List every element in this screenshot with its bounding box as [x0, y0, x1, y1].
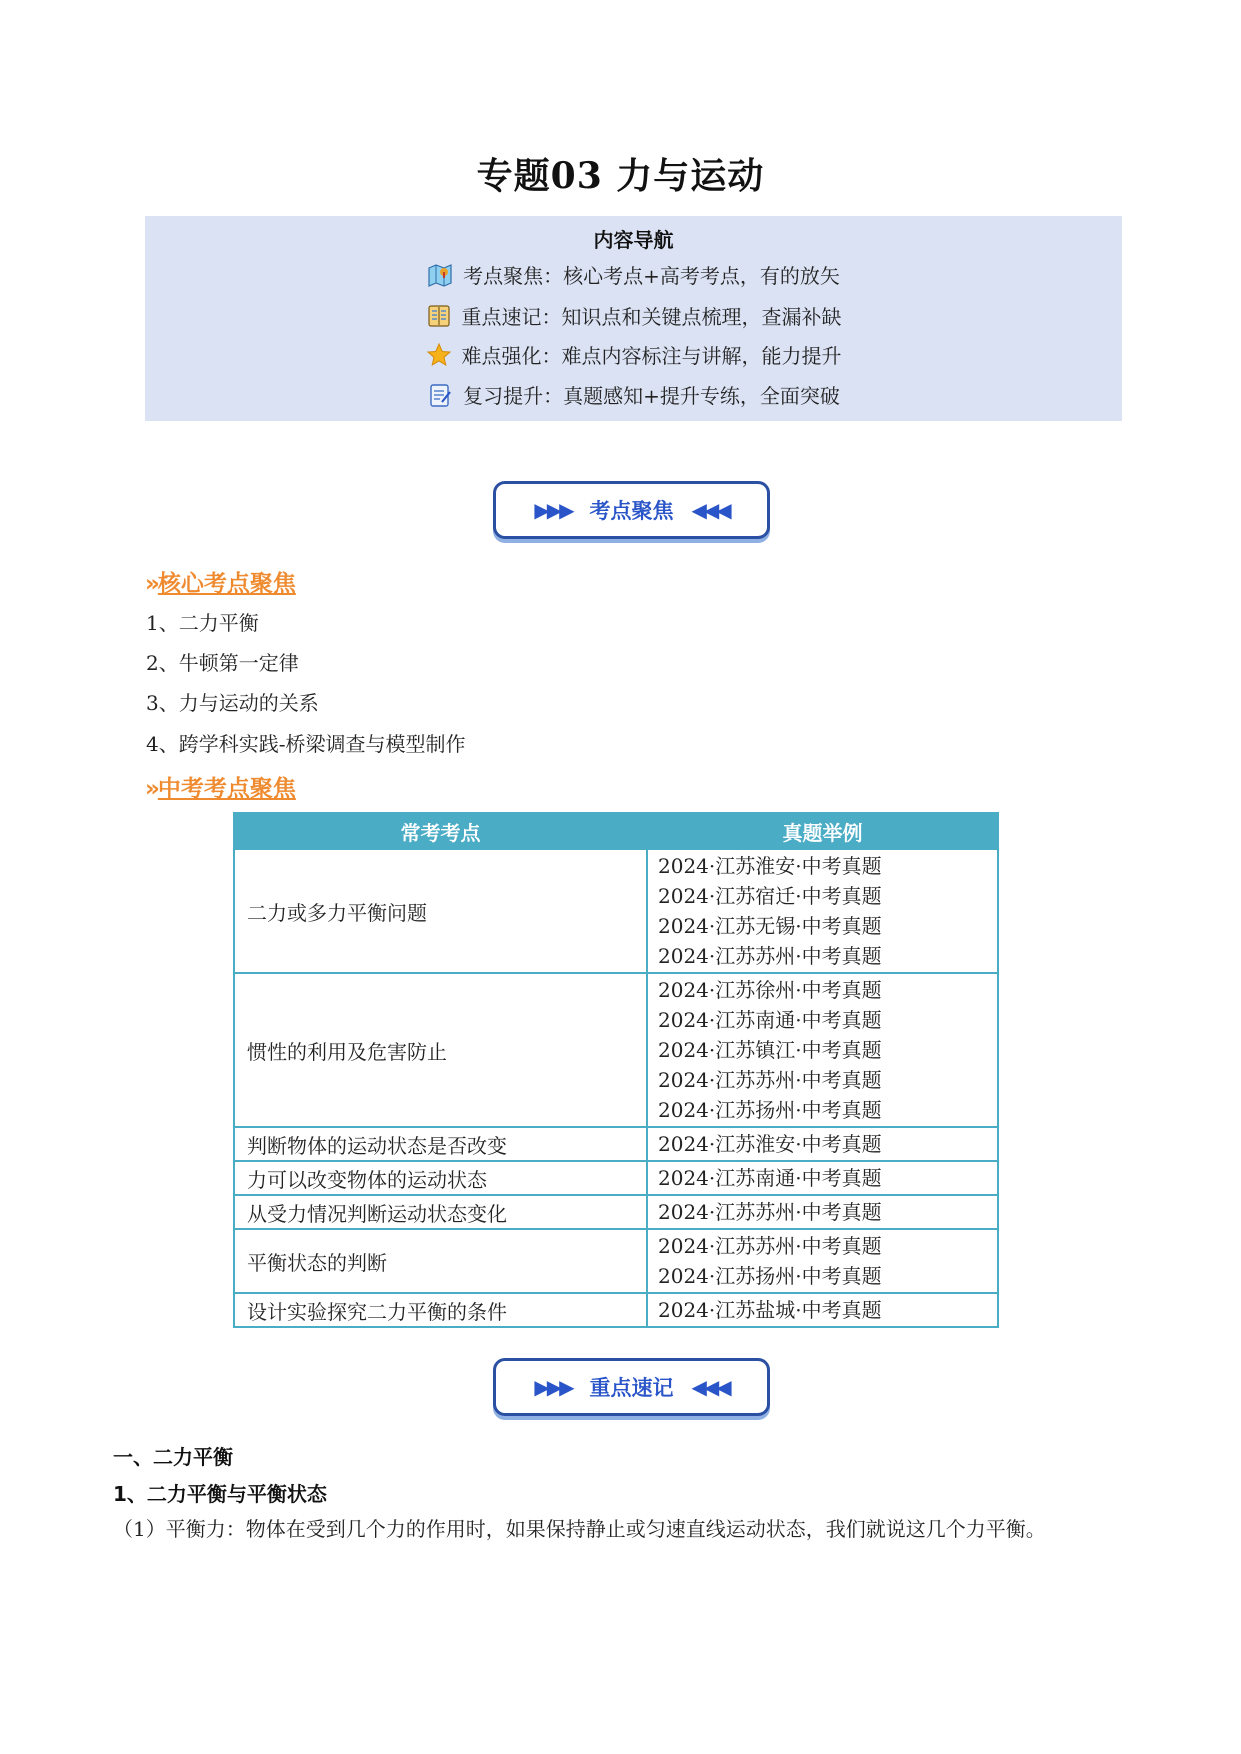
content-navigation-box — [145, 216, 1122, 421]
table-row — [234, 1195, 998, 1229]
exam-focus-heading: »中考考点聚焦 — [145, 776, 296, 802]
exam-point: 力可以改变物体的运动状态 — [234, 1161, 647, 1195]
list-item: 3、力与运动的关系 — [146, 691, 319, 715]
star-icon — [426, 342, 452, 368]
paragraph: （1）平衡力：物体在受到几个力的作用时，如果保持静止或匀速直线运动状态，我们就说这几个力平衡。 — [113, 1517, 1046, 1541]
section-heading: 一、二力平衡 — [113, 1445, 233, 1469]
double-chevron-icon: » — [145, 571, 156, 597]
exam-point: 从受力情况判断运动状态变化 — [234, 1195, 647, 1229]
table-row — [234, 1229, 998, 1293]
example-cell: 2024·江苏苏州·中考真题 — [647, 1195, 998, 1229]
nav-item: 重点速记：知识点和关键点梳理，查漏补缺 — [145, 301, 1122, 330]
right-arrows-icon: ▶▶▶ — [534, 1375, 572, 1399]
table-row — [234, 1127, 998, 1161]
double-chevron-icon: » — [145, 776, 156, 802]
example-cell: 2024·江苏徐州·中考真题 2024·江苏南通·中考真题 2024·江苏镇江·中考真题 2024·江苏苏州·中考真题 2024·江苏扬州·中考真题 — [647, 973, 998, 1127]
exam-point: 判断物体的运动状态是否改变 — [234, 1127, 647, 1161]
table-row — [234, 973, 998, 1127]
example-cell: 2024·江苏南通·中考真题 — [647, 1161, 998, 1195]
list-item: 1、二力平衡 — [146, 611, 259, 635]
exam-point: 设计实验探究二力平衡的条件 — [234, 1293, 647, 1327]
book-icon — [426, 303, 452, 329]
left-arrows-icon: ◀◀◀ — [691, 1375, 729, 1399]
map-icon — [427, 262, 453, 288]
list-item: 4、跨学科实践-桥梁调查与模型制作 — [146, 732, 466, 756]
nav-item: 难点强化：难点内容标注与讲解，能力提升 — [145, 340, 1122, 369]
nav-heading: 内容导航 — [593, 228, 674, 252]
nav-item: 考点聚焦：核心考点+高考考点，有的放矢 — [145, 260, 1122, 289]
checklist-icon — [427, 382, 453, 408]
table-row — [234, 1293, 998, 1327]
table-row — [234, 849, 998, 973]
right-arrows-icon: ▶▶▶ — [534, 498, 572, 522]
nav-item: 复习提升：真题感知+提升专练，全面突破 — [145, 380, 1122, 409]
subsection-heading: 1、二力平衡与平衡状态 — [113, 1482, 327, 1506]
example-cell: 2024·江苏淮安·中考真题 — [647, 1127, 998, 1161]
kaodian-jujiao-banner: ▶▶▶ 考点聚焦 ◀◀◀ — [493, 481, 770, 539]
page-title: 专题03 力与运动 — [476, 155, 765, 197]
zhongdian-suji-banner: ▶▶▶ 重点速记 ◀◀◀ — [493, 1358, 770, 1416]
left-arrows-icon: ◀◀◀ — [691, 498, 729, 522]
example-cell: 2024·江苏苏州·中考真题 2024·江苏扬州·中考真题 — [647, 1229, 998, 1293]
core-focus-heading: »核心考点聚焦 — [145, 571, 296, 597]
exam-point: 二力或多力平衡问题 — [234, 849, 647, 973]
exam-points-table — [233, 812, 999, 1328]
column-header: 常考考点 — [234, 813, 647, 849]
exam-point: 惯性的利用及危害防止 — [234, 973, 647, 1127]
column-header: 真题举例 — [647, 813, 998, 849]
example-cell: 2024·江苏淮安·中考真题 2024·江苏宿迁·中考真题 2024·江苏无锡·中考真题 2024·江苏苏州·中考真题 — [647, 849, 998, 973]
table-row — [234, 1161, 998, 1195]
list-item: 2、牛顿第一定律 — [146, 651, 299, 675]
exam-point: 平衡状态的判断 — [234, 1229, 647, 1293]
example-cell: 2024·江苏盐城·中考真题 — [647, 1293, 998, 1327]
